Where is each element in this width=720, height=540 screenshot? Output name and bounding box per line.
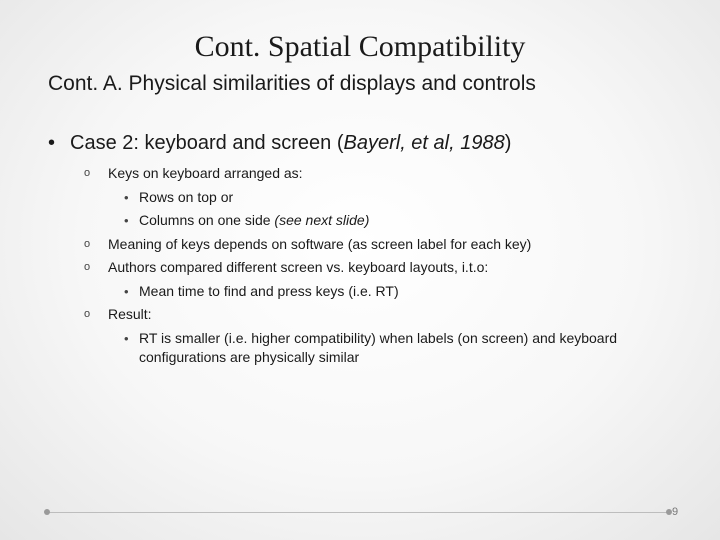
bullet-marker: • bbox=[124, 189, 129, 205]
list-item-note: (see next slide) bbox=[274, 212, 370, 228]
circle-marker: o bbox=[84, 237, 91, 250]
bullet-marker: • bbox=[48, 132, 56, 154]
case-heading bbox=[48, 132, 511, 155]
list-item-text: Result: bbox=[108, 306, 152, 322]
footer-divider bbox=[46, 512, 670, 513]
circle-marker: o bbox=[84, 261, 91, 273]
circle-marker: o bbox=[84, 167, 91, 179]
list-item-text: Keys on keyboard arranged as: bbox=[108, 165, 303, 181]
circle-marker: o bbox=[84, 308, 91, 320]
page-number: 9 bbox=[672, 506, 679, 518]
list-item bbox=[84, 280, 644, 304]
list-item bbox=[84, 327, 644, 367]
slide-title: Cont. Spatial Compatibility bbox=[194, 30, 526, 63]
slide-subtitle: Cont. A. Physical similarities of displays and controls bbox=[48, 72, 536, 95]
list-item-text: RT is smaller (i.e. higher compatibility) when labels (on screen) and keyboard configurations are physically similar bbox=[139, 329, 618, 365]
list-item-text: Mean time to find and press keys (i.e. RT) bbox=[139, 282, 399, 299]
list-item-text: Rows on top or bbox=[139, 188, 234, 205]
case-suffix: ) bbox=[504, 132, 512, 154]
list-item bbox=[84, 303, 644, 327]
list-item bbox=[84, 233, 644, 257]
list-item bbox=[84, 209, 644, 233]
list-item-text: Meaning of keys depends on software (as screen label for each key) bbox=[108, 235, 532, 252]
list-item-text: Authors compared different screen vs. keyboard layouts, i.t.o: bbox=[108, 259, 489, 275]
list-item bbox=[84, 162, 644, 186]
bullet-marker: • bbox=[124, 283, 129, 299]
case-prefix: Case 2: keyboard and screen ( bbox=[70, 132, 344, 154]
list-item bbox=[84, 186, 644, 210]
list-item-text: Columns on one side bbox=[139, 212, 275, 228]
bullet-list bbox=[84, 162, 644, 367]
bullet-marker: • bbox=[124, 213, 129, 228]
list-item bbox=[84, 256, 644, 280]
footer-left-dot bbox=[44, 509, 50, 515]
bullet-marker: • bbox=[124, 330, 129, 346]
case-citation: Bayerl, et al, 1988 bbox=[343, 132, 505, 154]
